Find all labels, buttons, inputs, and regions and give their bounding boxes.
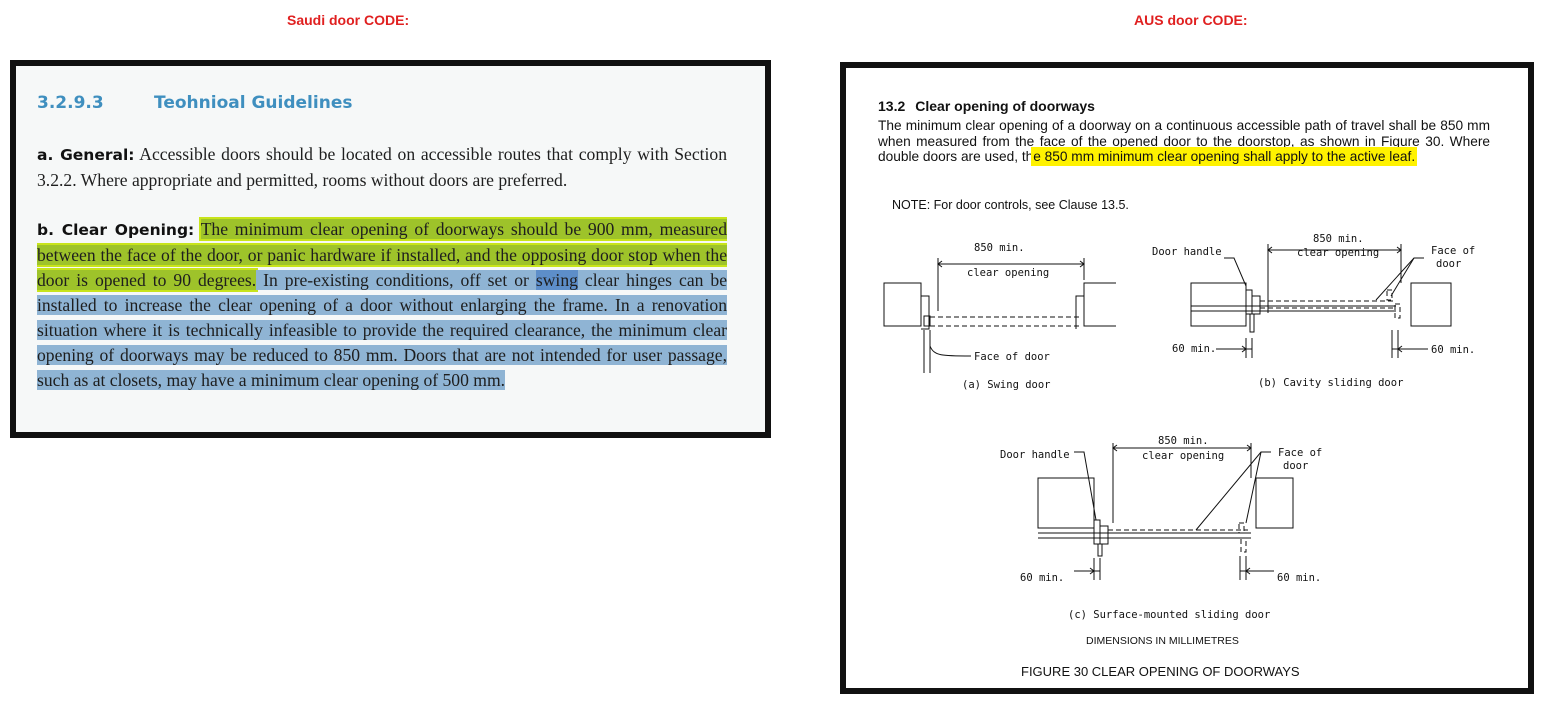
green-highlighted-text[interactable]: The minimum clear opening of doorways should be 900 mm, measured between the face of the door, or panic hardware if installed, and the opposing door stop when the door is opened to 90 degrees. — [37, 219, 727, 290]
surface-dim-label: 850 min. — [1158, 435, 1209, 447]
cavity-dim-label-2: clear opening — [1297, 247, 1380, 259]
cavity-caption: (b) Cavity sliding door — [1258, 377, 1404, 389]
cavity-60-left: 60 min. — [1172, 343, 1217, 355]
swing-dim-label-2: clear opening — [967, 267, 1050, 279]
cavity-face-label-2: door — [1436, 258, 1462, 270]
surface-60-right: 60 min. — [1277, 572, 1322, 584]
section-title: Teohnioal Guidelines — [154, 93, 353, 113]
cavity-handle-label: Door handle — [1152, 246, 1222, 258]
saudi-caption: Saudi door CODE: — [287, 12, 410, 28]
selected-text-2[interactable]: clear hinges can be installed to increase the clear opening of a door without enlarging the frame. In a renovation situation where it is technically infeasible to provide the required clearance, the minimum clear opening of doorways may be reduced to 850 mm. Doors that are not intended for user passage, such as at closets, may have a minimum clear opening of 500 mm. — [37, 270, 728, 390]
cavity-face-label-1: Face of — [1431, 245, 1476, 257]
aus-caption: AUS door CODE: — [1134, 12, 1248, 28]
cavity-dim-label: 850 min. — [1313, 233, 1364, 245]
yellow-highlighted-text[interactable]: e 850 mm minimum clear opening shall apply to the active leaf. — [1033, 149, 1416, 164]
swing-face-label: Face of door — [974, 351, 1050, 363]
clause-body-text: The minimum clear opening of a doorway on a continuous accessible path of travel shall be 850 mm when measured from the face of the opened door to the doorstop, as shown in Figure 30. Where double doors are used, th — [878, 118, 1490, 164]
surface-sliding-door-diagram — [1000, 435, 1322, 621]
clear-opening-label: b. Clear Opening: — [37, 221, 195, 239]
units-note: DIMENSIONS IN MILLIMETRES — [1086, 635, 1239, 647]
cavity-60-right: 60 min. — [1431, 344, 1476, 356]
surface-handle-label: Door handle — [1000, 449, 1070, 461]
surface-face-label-2: door — [1283, 460, 1309, 472]
swing-door-diagram — [884, 242, 1116, 391]
surface-caption: (c) Surface-mounted sliding door — [1068, 609, 1271, 621]
section-heading — [37, 93, 352, 113]
selected-text-1[interactable]: In pre-existing conditions, off set or — [263, 270, 529, 290]
general-label: a. General: — [37, 146, 135, 164]
swing-dim-label: 850 min. — [974, 242, 1025, 254]
general-text: Accessible doors should be located on accessible routes that comply with Section 3.2.2. Where appropriate and permitted, rooms without doors are preferred. — [37, 144, 727, 190]
section-number: 3.2.9.3 — [37, 93, 104, 113]
clause-title: Clear opening of doorways — [915, 98, 1095, 114]
clause-number: 13.2 — [878, 98, 906, 114]
paragraph-clear-opening — [37, 217, 727, 393]
aus-code-excerpt — [840, 62, 1534, 694]
cavity-sliding-door-diagram — [1152, 233, 1475, 389]
clause-note: NOTE: For door controls, see Clause 13.5. — [892, 198, 1129, 212]
surface-60-left: 60 min. — [1020, 572, 1065, 584]
swing-caption: (a) Swing door — [962, 379, 1051, 391]
figure-title: FIGURE 30 CLEAR OPENING OF DOORWAYS — [1021, 664, 1300, 679]
figure-30-diagram — [846, 68, 1528, 688]
selected-word[interactable]: swing — [535, 270, 578, 290]
surface-face-label-1: Face of — [1278, 447, 1323, 459]
surface-dim-label-2: clear opening — [1142, 450, 1225, 462]
paragraph-general — [37, 142, 727, 193]
saudi-code-excerpt — [10, 60, 771, 438]
